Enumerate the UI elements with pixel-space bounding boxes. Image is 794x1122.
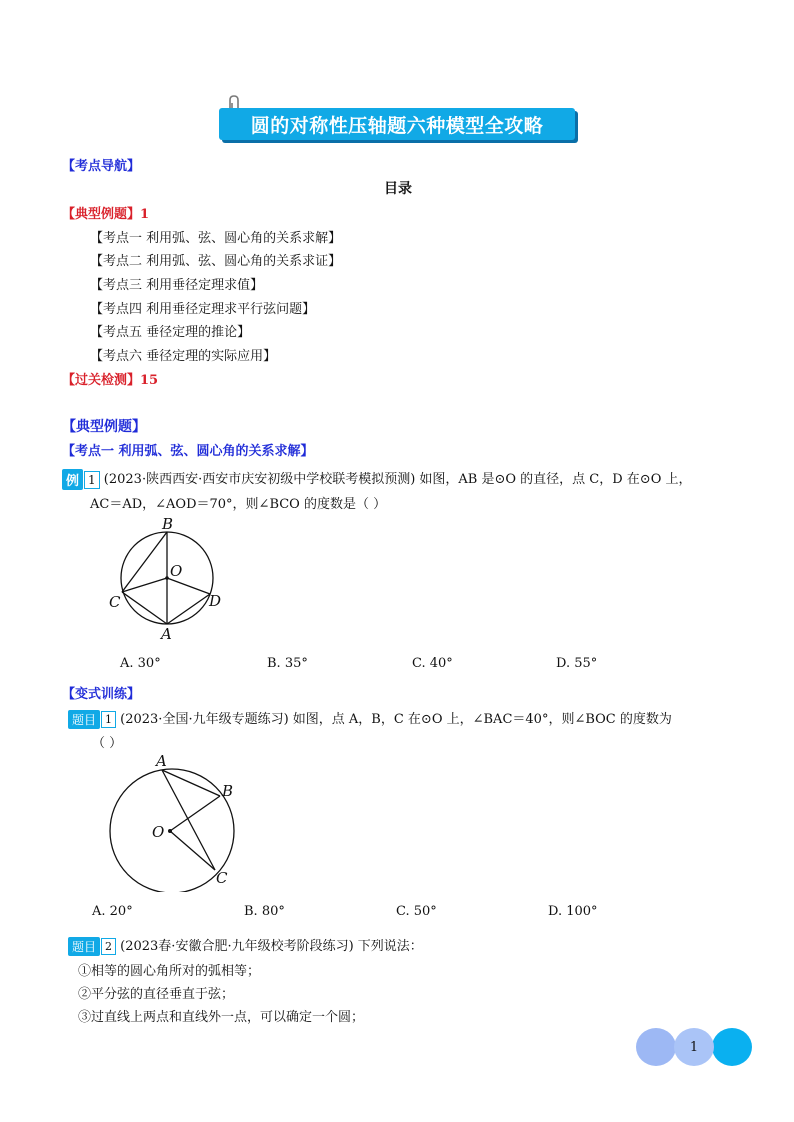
example-badge: 例: [62, 469, 83, 490]
example1-figure: [100, 512, 240, 647]
fig-label-c: C: [109, 593, 121, 611]
toc-check[interactable]: [62, 369, 158, 388]
fig-label-o: O: [170, 562, 183, 580]
title-banner: [219, 108, 575, 140]
fig-label-b: B: [222, 782, 234, 800]
question-number: 1: [101, 711, 116, 728]
page-dot-right: [712, 1028, 752, 1066]
q1-line2: （ ）: [92, 736, 123, 751]
q2-text: (2023春·安徽合肥·九年级校考阶段练习) 下列说法：: [120, 939, 423, 954]
fig-label-a: A: [161, 625, 172, 643]
question-badge: 题目: [68, 710, 100, 729]
variant-heading: 【变式训练】: [62, 687, 141, 702]
example1-line2: AC＝AD，∠AOD＝70°，则∠BCO 的度数是（ ）: [90, 497, 387, 512]
toc-item[interactable]: 【考点三 利用垂径定理求值】: [90, 278, 264, 293]
topic-heading: 【考点一 利用弧、弦、圆心角的关系求解】: [62, 444, 314, 459]
page-dot-left: [636, 1028, 676, 1066]
question-number: 2: [101, 938, 116, 955]
toc-item[interactable]: 【考点六 垂径定理的实际应用】: [90, 349, 277, 364]
q2-statement: ②平分弦的直径垂直于弦；: [78, 987, 235, 1002]
toc-item[interactable]: 【考点四 利用垂径定理求平行弦问题】: [90, 302, 316, 317]
fig-label-b: B: [162, 515, 174, 533]
fig-label-c: C: [216, 869, 228, 887]
q1-figure: [100, 752, 250, 892]
page-title: 圆的对称性压轴题六种模型全攻略: [250, 114, 544, 137]
option-b[interactable]: B. 35°: [267, 656, 308, 671]
toc-examples-label: 【典型例题】: [62, 207, 141, 222]
q1-text: (2023·全国·九年级专题练习) 如图，点 A，B，C 在⊙O 上，∠BAC＝40°，则∠BOC 的度数为: [120, 712, 672, 727]
option-b[interactable]: B. 80°: [244, 904, 285, 919]
toc-item[interactable]: 【考点五 垂径定理的推论】: [90, 325, 251, 340]
fig-label-d: D: [209, 592, 222, 610]
example1-line1: [62, 468, 692, 490]
fig-label-o: O: [152, 823, 165, 841]
page-number-badge: [636, 1028, 752, 1068]
toc-examples-page: 1: [140, 207, 150, 222]
nav-heading: 【考点导航】: [62, 159, 141, 174]
option-a[interactable]: A. 20°: [92, 904, 133, 919]
page-number: 1: [674, 1028, 714, 1066]
question-badge: 题目: [68, 937, 100, 956]
fig-label-a: A: [156, 752, 167, 770]
section-heading: 【典型例题】: [62, 419, 146, 435]
option-d[interactable]: D. 100°: [548, 904, 598, 919]
toc-item[interactable]: 【考点二 利用弧、弦、圆心角的关系求证】: [90, 254, 342, 269]
toc-check-label: 【过关检测】: [62, 373, 141, 388]
toc-check-page: 15: [140, 373, 159, 388]
example1-text: (2023·陕西西安·西安市庆安初级中学校联考模拟预测) 如图，AB 是⊙O 的直径，点 C，D 在⊙O 上，: [103, 472, 692, 487]
q2-statement: ③过直线上两点和直线外一点，可以确定一个圆；: [78, 1010, 365, 1025]
option-d[interactable]: D. 55°: [556, 656, 598, 671]
q2-line1: [68, 935, 423, 956]
example-number: 1: [84, 471, 100, 489]
q1-line1: [68, 708, 672, 729]
toc-title: 目录: [384, 181, 412, 197]
option-c[interactable]: C. 40°: [412, 656, 453, 671]
toc-examples[interactable]: [62, 203, 149, 222]
toc-item[interactable]: 【考点一 利用弧、弦、圆心角的关系求解】: [90, 231, 342, 246]
option-c[interactable]: C. 50°: [396, 904, 437, 919]
option-a[interactable]: A. 30°: [120, 656, 161, 671]
q2-statement: ①相等的圆心角所对的弧相等；: [78, 964, 261, 979]
